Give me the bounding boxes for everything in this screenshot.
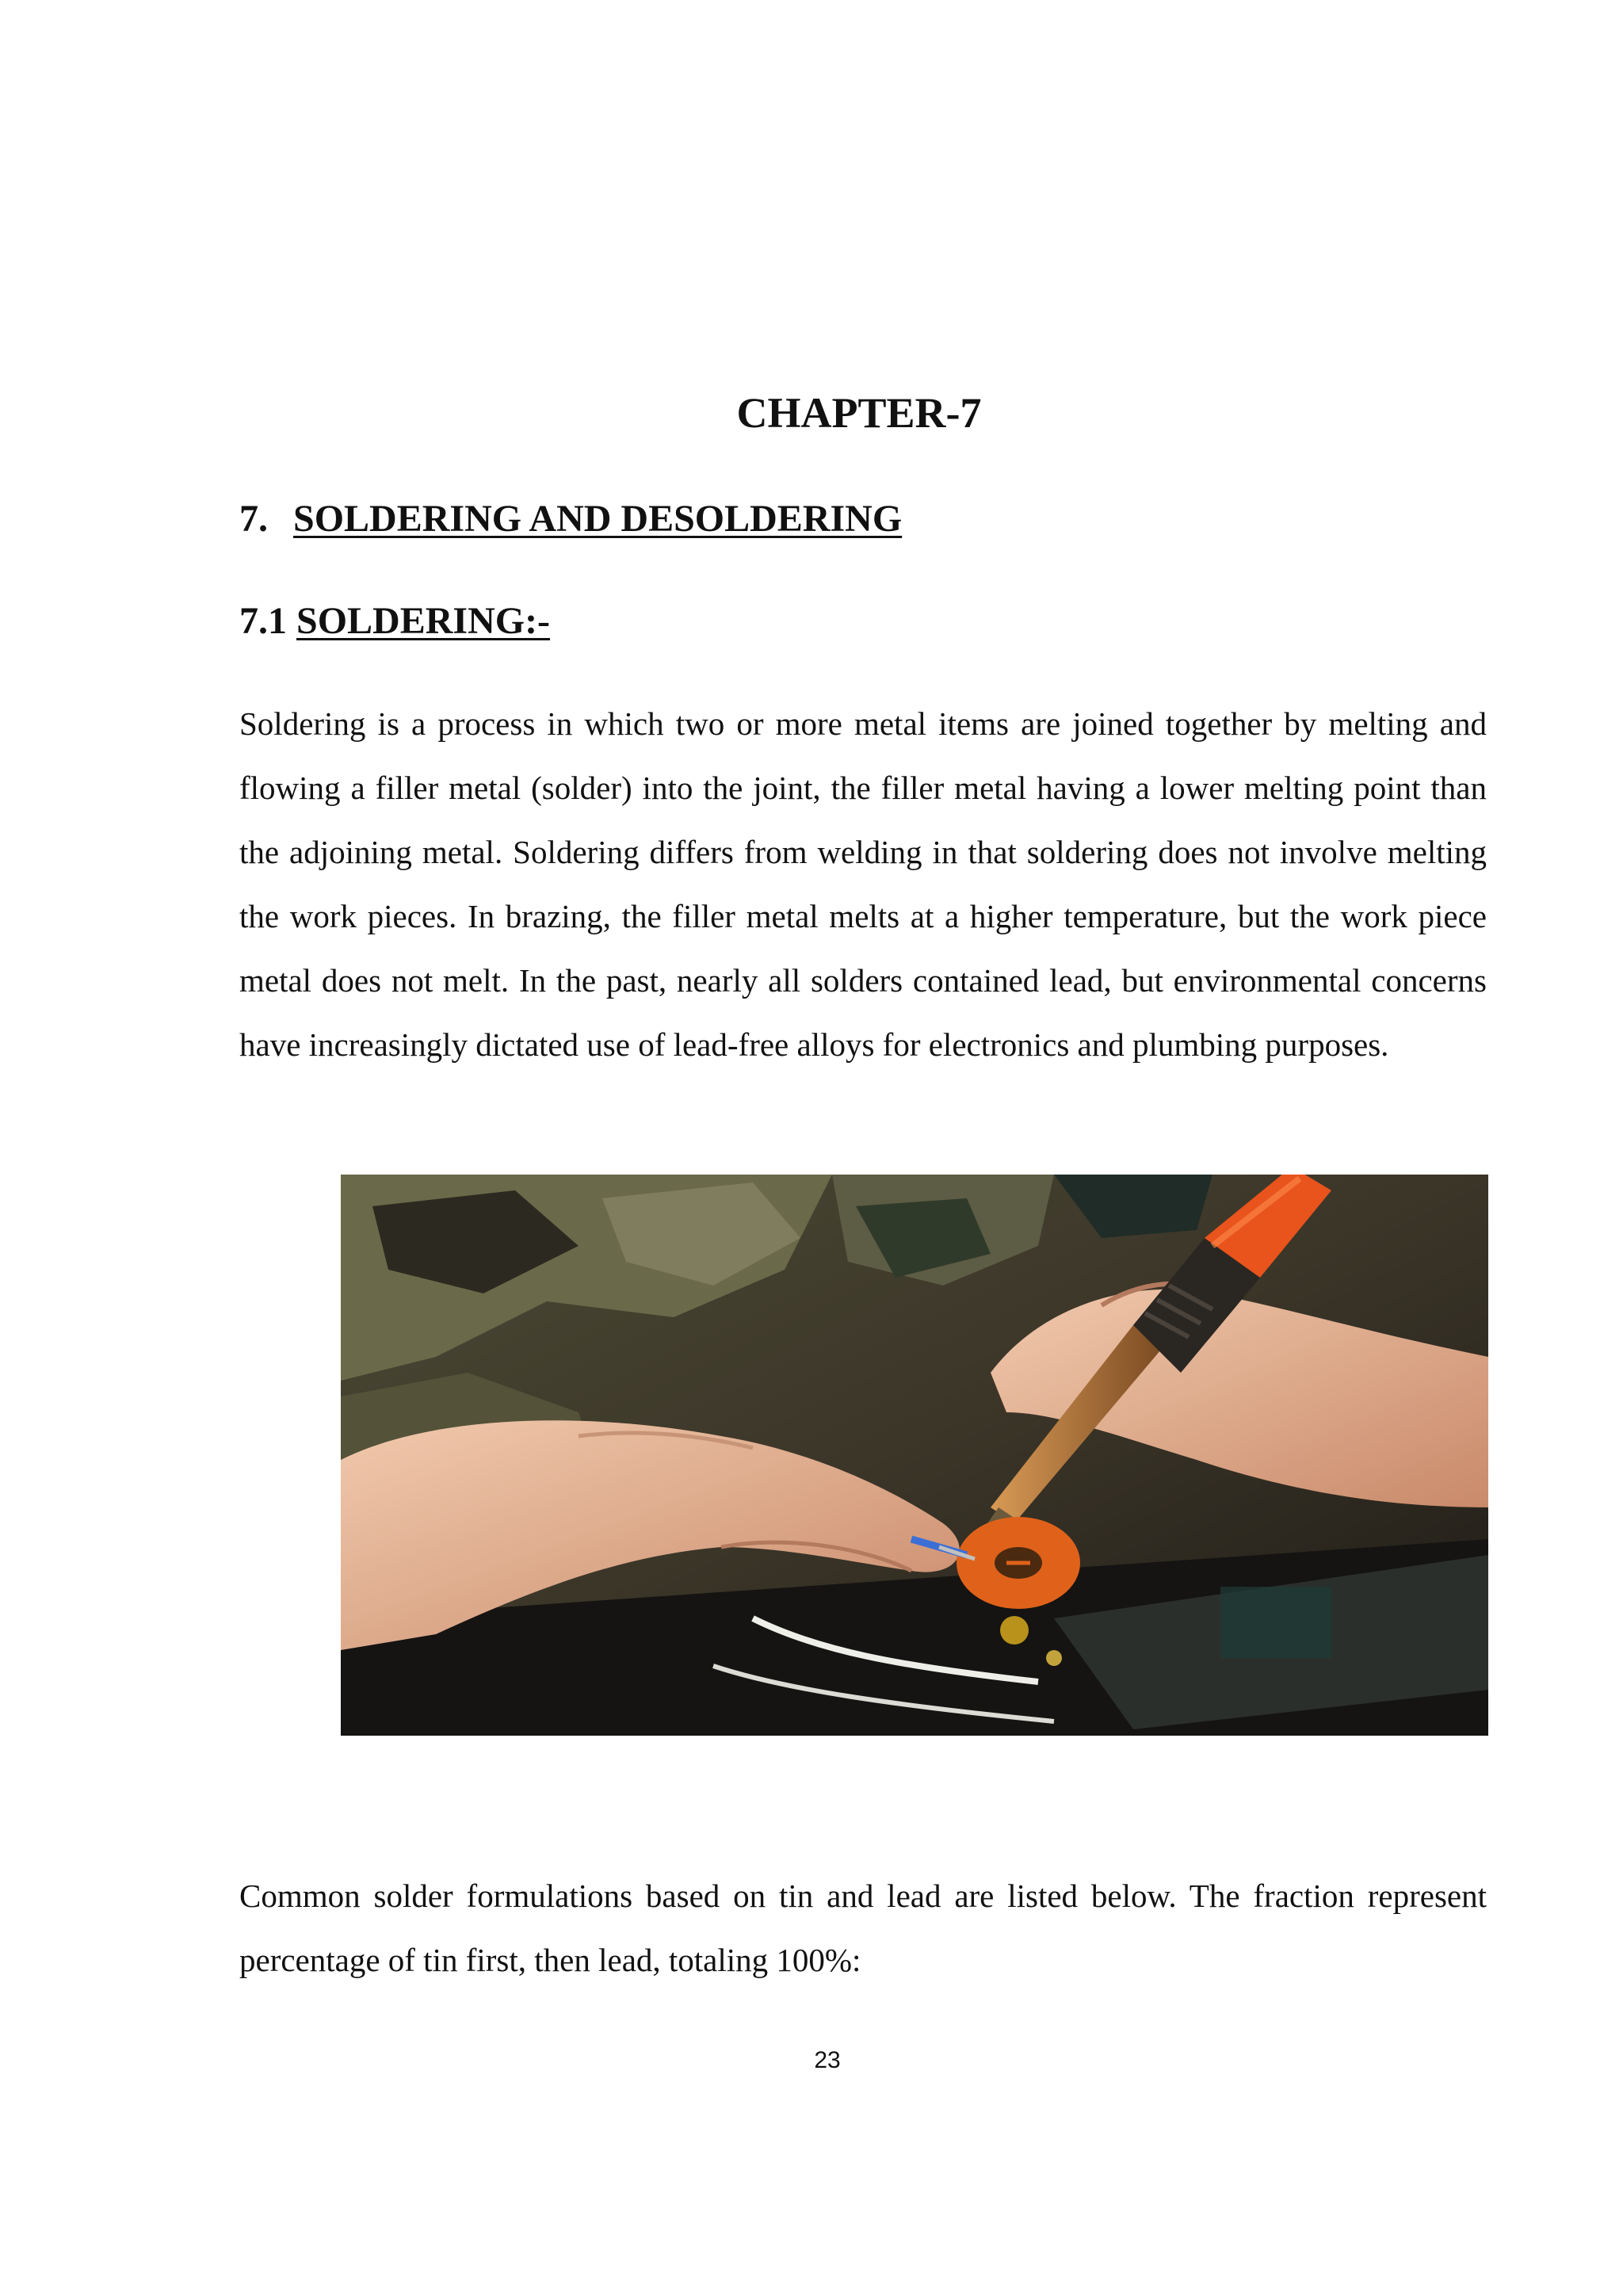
page-number: 23 bbox=[814, 2047, 841, 2073]
subsection-heading bbox=[239, 598, 550, 645]
subsection-number: 7.1 bbox=[239, 600, 287, 642]
body-paragraph: Soldering is a process in which two or more metal items are joined together by melting and flowing a filler metal (solder) into the joint, the filler metal having a lower melting point than the adjoining metal. Soldering differs from welding in that soldering does not involve melting the work pieces. In brazing, the filler metal melts at a higher temperature, but the work piece metal does not melt. In the past, nearly all solders contained lead, but environmental concerns have increasingly dictated use of lead-free alloys for electronics and plumbing purposes. bbox=[239, 705, 1487, 1063]
section-heading bbox=[239, 495, 902, 543]
body-paragraph: Common solder formulations based on tin and lead are listed below. The fraction represent percentage of tin first, then lead, totaling 100%: bbox=[239, 1878, 1487, 1978]
section-number: 7. bbox=[239, 498, 268, 540]
subsection-title: SOLDERING:- bbox=[296, 600, 551, 642]
chapter-title: CHAPTER-7 bbox=[736, 389, 982, 437]
soldering-photo-icon bbox=[341, 1175, 1488, 1736]
section-title: SOLDERING AND DESOLDERING bbox=[293, 498, 903, 540]
soldering-photo bbox=[341, 1175, 1488, 1736]
